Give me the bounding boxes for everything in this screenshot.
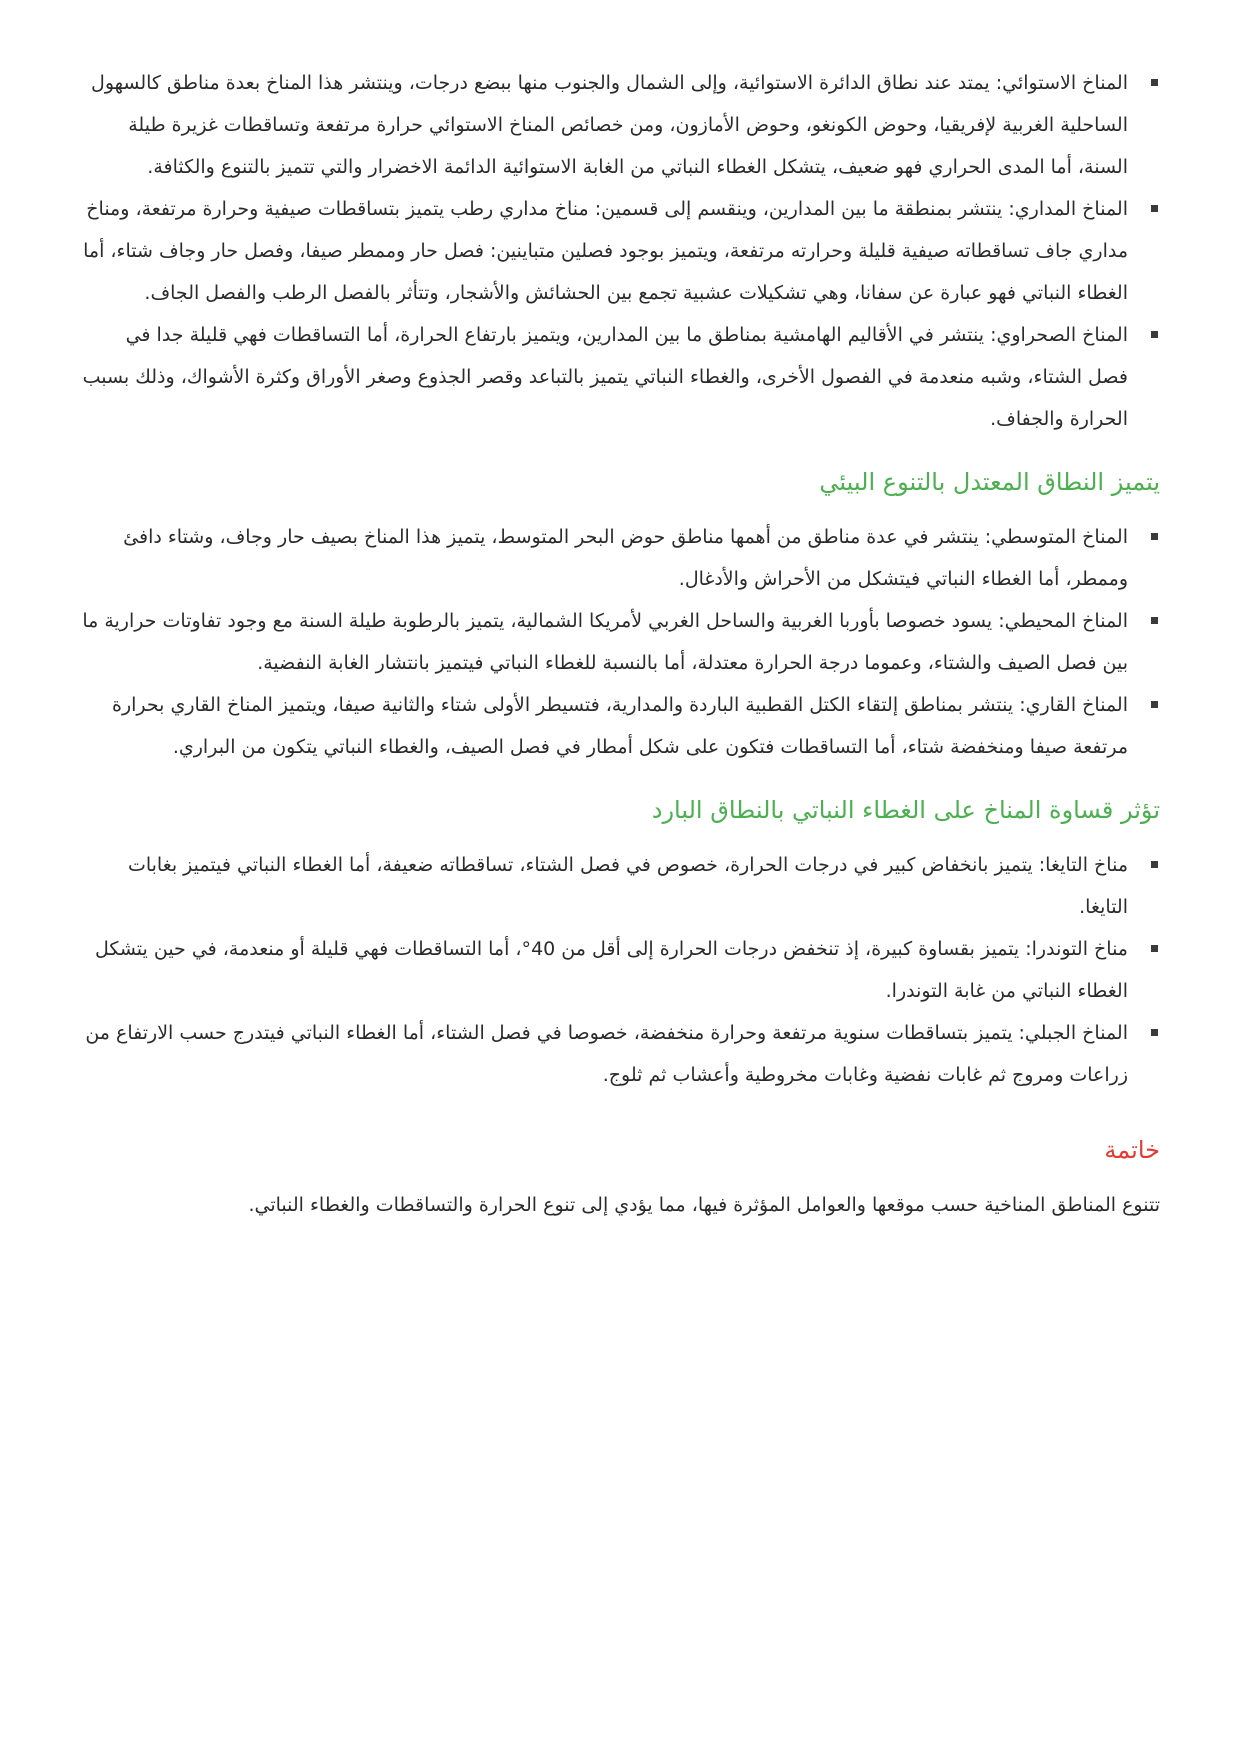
list-item-text: المناخ المتوسطي: ينتشر في عدة مناطق من أهمها مناطق حوض البحر المتوسط، يتميز هذا المناخ بصيف حار وجاف، وشتاء دافئ وممطر، أما الغطاء النباتي فيتشكل من الأحراش والأدغال. xyxy=(123,526,1128,590)
cold-climates-list xyxy=(82,844,1160,1096)
temperate-zone-heading: يتميز النطاق المعتدل بالتنوع البيئي xyxy=(819,468,1160,496)
list-item-tundra-climate xyxy=(82,928,1160,1012)
list-item-text: مناخ التوندرا: يتميز بقساوة كبيرة، إذ تنخفض درجات الحرارة إلى أقل من 40°، أما التساقطات فهي قليلة أو منعدمة، في حين يتشكل الغطاء النباتي من غابة التوندرا. xyxy=(94,938,1128,1002)
square-bullet-icon xyxy=(1151,945,1158,952)
list-item-text: المناخ الجبلي: يتميز بتساقطات سنوية مرتفعة وحرارة منخفضة، خصوصا في فصل الشتاء، أما الغطاء النباتي فيتدرج حسب الارتفاع من زراعات ومروج ثم غابات نفضية وغابات مخروطية وأعشاب ثم ثلوج. xyxy=(85,1022,1128,1086)
list-item-equatorial-climate xyxy=(82,62,1160,188)
square-bullet-icon xyxy=(1151,701,1158,708)
conclusion-paragraph: تتنوع المناطق المناخية حسب موقعها والعوامل المؤثرة فيها، مما يؤدي إلى تنوع الحرارة والتساقطات والغطاء النباتي. xyxy=(248,1194,1160,1216)
list-item-desert-climate xyxy=(82,314,1160,440)
temperate-zone-section xyxy=(82,462,1160,768)
square-bullet-icon xyxy=(1151,1029,1158,1036)
conclusion-section xyxy=(82,1130,1160,1226)
tropical-zone-section xyxy=(82,62,1160,440)
list-item-text: المناخ المداري: ينتشر بمنطقة ما بين المدارين، وينقسم إلى قسمين: مناخ مداري رطب يتميز بتساقطات صيفية وحرارة مرتفعة، ومناخ مداري جاف تساقطاته صيفية قليلة وحرارته مرتفعة، ويتميز بوجود فصلين متباينين: فصل حار وممطر صيفا، وفصل حار وجاف شتاء، أما الغطاء النباتي فهو عبارة عن سفانا، وهي تشكيلات عشبية تجمع بين الحشائش والأشجار، وتتأثر بالفصل الرطب والفصل الجاف. xyxy=(83,198,1128,304)
square-bullet-icon xyxy=(1151,617,1158,624)
list-item-taiga-climate xyxy=(82,844,1160,928)
square-bullet-icon xyxy=(1151,533,1158,540)
list-item-text: المناخ المحيطي: يسود خصوصا بأوربا الغربية والساحل الغربي لأمريكا الشمالية، يتميز بالرطوبة طيلة السنة مع وجود تفاوتات حرارية ما بين فصل الصيف والشتاء، وعموما درجة الحرارة معتدلة، أما بالنسبة للغطاء النباتي فيتميز بانتشار الغابة النفضية. xyxy=(82,610,1128,674)
square-bullet-icon xyxy=(1151,205,1158,212)
square-bullet-icon xyxy=(1151,331,1158,338)
list-item-mediterranean-climate xyxy=(82,516,1160,600)
tropical-climates-list xyxy=(82,62,1160,440)
list-item-text: مناخ التايغا: يتميز بانخفاض كبير في درجات الحرارة، خصوص في فصل الشتاء، تساقطاته ضعيفة، أما الغطاء النباتي فيتميز بغابات التايغا. xyxy=(127,854,1128,918)
cold-zone-section xyxy=(82,790,1160,1096)
temperate-climates-list xyxy=(82,516,1160,768)
list-item-text: المناخ الصحراوي: ينتشر في الأقاليم الهامشية بمناطق ما بين المدارين، ويتميز بارتفاع الحرارة، أما التساقطات فهي قليلة جدا في فصل الشتاء، وشبه منعدمة في الفصول الأخرى، والغطاء النباتي يتميز بالتباعد وقصر الجذوع وصغر الأوراق وكثرة الأشواك، وذلك بسبب الحرارة والجفاف. xyxy=(82,324,1128,430)
conclusion-heading: خاتمة xyxy=(1104,1136,1160,1164)
list-item-text: المناخ القاري: ينتشر بمناطق إلتقاء الكتل القطبية الباردة والمدارية، فتسيطر الأولى شتاء والثانية صيفا، ويتميز المناخ القاري بحرارة مرتفعة صيفا ومنخفضة شتاء، أما التساقطات فتكون على شكل أمطار في فصل الصيف، والغطاء النباتي يتكون من البراري. xyxy=(112,694,1128,758)
square-bullet-icon xyxy=(1151,79,1158,86)
cold-zone-heading: تؤثر قساوة المناخ على الغطاء النباتي بالنطاق البارد xyxy=(651,796,1160,824)
list-item-text: المناخ الاستوائي: يمتد عند نطاق الدائرة الاستوائية، وإلى الشمال والجنوب منها ببضع درجات، وينتشر هذا المناخ بعدة مناطق كالسهول الساحلية الغربية لإفريقيا، وحوض الكونغو، وحوض الأمازون، ومن خصائص المناخ الاستوائي حرارة مرتفعة وتساقطات غزيرة طيلة السنة، أما المدى الحراري فهو ضعيف، يتشكل الغطاء النباتي من الغابة الاستوائية الدائمة الاخضرار والتي تتميز بالتنوع والكثافة. xyxy=(91,72,1128,178)
list-item-oceanic-climate xyxy=(82,600,1160,684)
list-item-tropical-climate xyxy=(82,188,1160,314)
list-item-continental-climate xyxy=(82,684,1160,768)
list-item-mountain-climate xyxy=(82,1012,1160,1096)
square-bullet-icon xyxy=(1151,861,1158,868)
